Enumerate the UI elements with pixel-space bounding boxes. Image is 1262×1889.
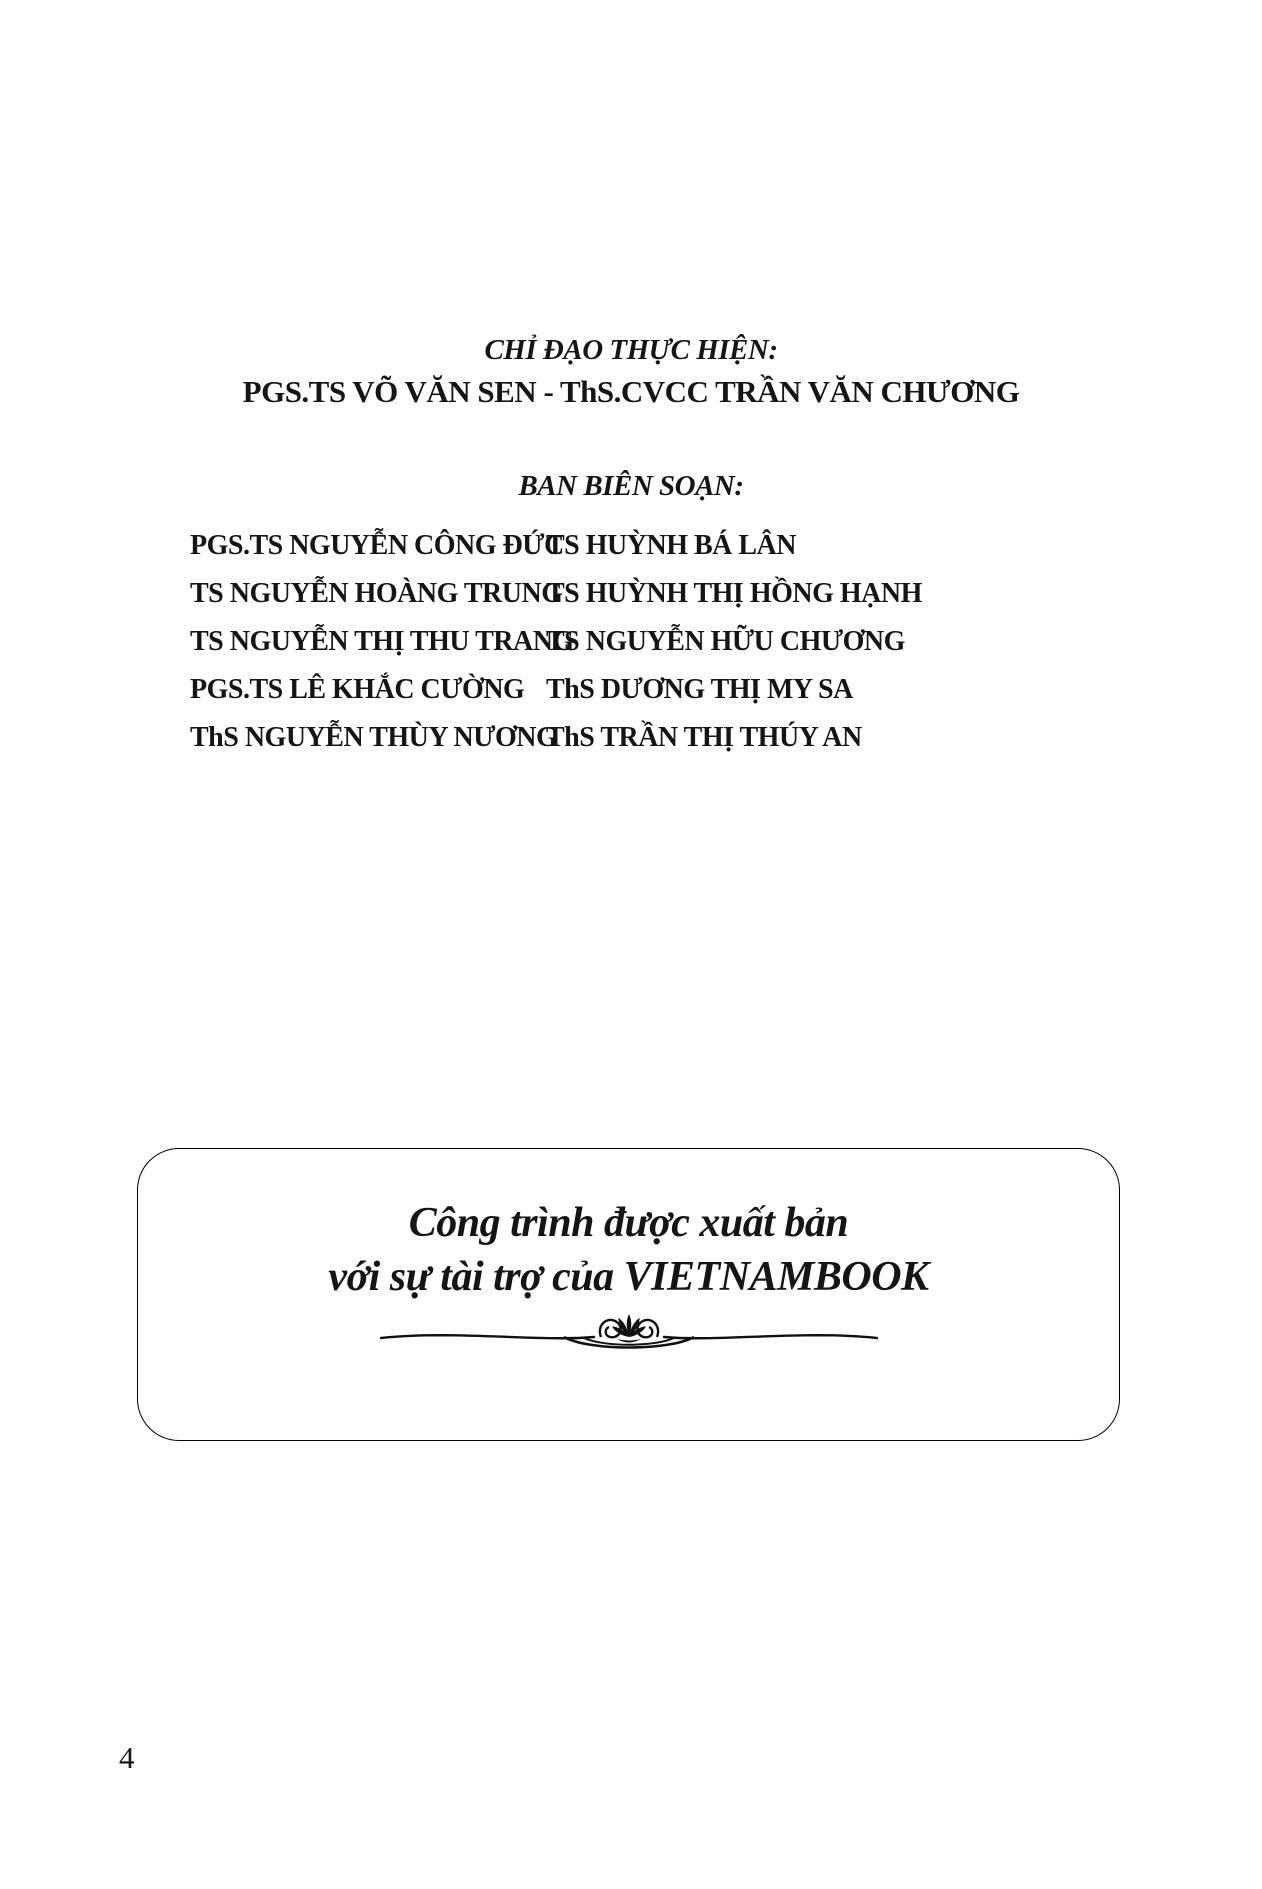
- board-member-name: TS HUỲNH BÁ LÂN: [546, 530, 796, 561]
- board-member-name: ThS NGUYỄN THÙY NƯƠNG: [190, 722, 558, 753]
- board-member-name: TS NGUYỄN HOÀNG TRUNG: [190, 578, 563, 609]
- board-member-name: TS NGUYỄN HỮU CHƯƠNG: [546, 626, 905, 657]
- flourish-divider-icon: [379, 1307, 879, 1359]
- editorial-board-list: [190, 522, 922, 762]
- sponsor-box: [137, 1148, 1120, 1441]
- board-member-name: TS NGUYỄN THỊ THU TRANG: [190, 626, 574, 657]
- sponsor-text-line1: Công trình được xuất bản: [408, 1200, 849, 1246]
- board-member-name: PGS.TS LÊ KHẮC CƯỜNG: [190, 674, 525, 705]
- board-member-name: ThS DƯƠNG THỊ MY SA: [546, 674, 853, 705]
- page-number: 4: [119, 1740, 135, 1775]
- exec-direction-names: PGS.TS VÕ VĂN SEN - ThS.CVCC TRẦN VĂN CHƯƠNG: [242, 374, 1020, 409]
- board-member-name: ThS TRẦN THỊ THÚY AN: [546, 722, 862, 753]
- exec-direction-heading: CHỈ ĐẠO THỰC HIỆN:: [484, 334, 778, 366]
- editorial-board-heading: BAN BIÊN SOẠN:: [518, 470, 744, 502]
- sponsor-text-line2: với sự tài trợ của VIETNAMBOOK: [328, 1254, 929, 1300]
- board-member-name: PGS.TS NGUYỄN CÔNG ĐỨC: [190, 530, 564, 561]
- board-member-name: TS HUỲNH THỊ HỒNG HẠNH: [546, 578, 922, 609]
